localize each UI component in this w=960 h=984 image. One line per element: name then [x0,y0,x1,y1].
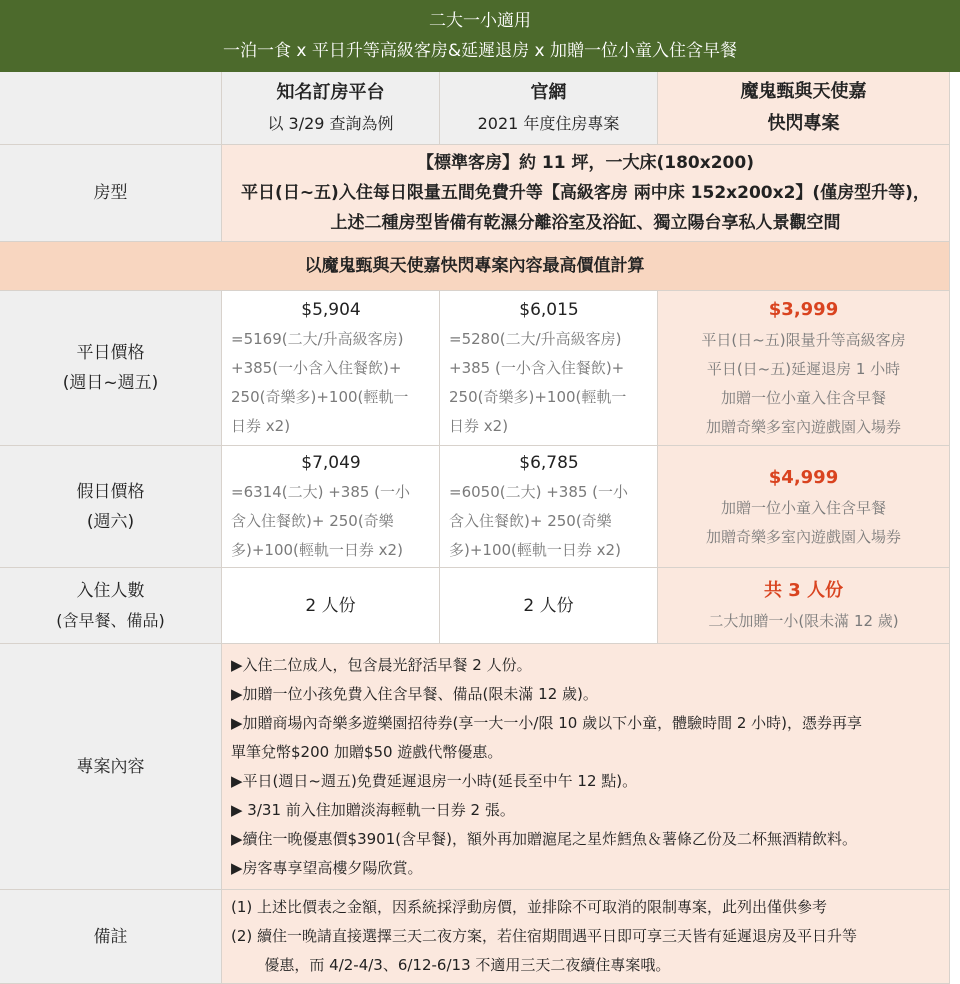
room-type-line-1: 【標準客房】約 11 坪，一大床(180x200) [417,153,754,173]
guests-official-site-value: 2 人份 [523,595,574,616]
header-booking-platform [222,72,440,145]
guests-label: 入住人數 [76,580,145,601]
weekend-booking-platform [222,446,440,568]
guests-flash-deal-note: 二大加贈一小(限未滿 12 歲) [708,612,899,630]
calc-note [0,242,950,291]
weekday-booking-platform [222,291,440,446]
weekday-booking-platform-detail-4: 日券 x2) [231,417,291,435]
weekday-label: 平日價格 [76,343,145,363]
plan-line-3: ▶加贈商場內奇樂多遊樂園招待券(享一大一小/限 10 歲以下小童，體驗時間 2 小時)，憑券再享 [231,713,863,732]
guests-official-site [440,568,658,644]
weekday-flash-deal [658,291,950,446]
room-type-content [222,145,950,242]
weekday-official-site-detail-2: +385 (一小含入住餐飲)+ [449,359,625,377]
calc-note-text: 以魔鬼甄與天使嘉快閃專案內容最高價值計算 [304,256,645,276]
header-booking-platform-sub: 以 3/29 查詢為例 [267,114,394,133]
notes-label-cell [0,890,222,984]
plan-line-1: ▶入住二位成人，包含晨光舒活早餐 2 人份。 [231,655,532,674]
weekend-label-cell [0,446,222,568]
weekend-booking-platform-price: $7,049 [301,453,361,473]
header-blank [0,72,222,145]
weekday-official-site-detail-1: =5280(二大/升高級客房) [449,330,622,348]
guests-flash-deal-value: 共 3 人份 [763,580,844,601]
notes-line-3: 優惠，而 4/2-4/3、6/12-6/13 不適用三天二夜續住專案哦。 [231,956,671,974]
header-official-site [440,72,658,145]
weekday-booking-platform-detail-3: 250(奇樂多)+100(輕軌一 [231,388,409,406]
weekend-official-site-detail-2: 含入住餐飲)+ 250(奇樂 [449,512,612,530]
weekend-official-site-price: $6,785 [519,453,579,473]
room-type-label: 房型 [93,183,128,203]
guests-label-cell [0,568,222,644]
plan-line-5: ▶平日(週日~週五)免費延遲退房一小時(延長至中午 12 點)。 [231,771,638,790]
plan-line-4: 單筆兌幣$200 加贈$50 遊戲代幣優惠。 [231,742,503,761]
notes-label: 備註 [93,926,128,947]
header-flash-deal-sub: 快閃專案 [767,113,840,134]
weekend-booking-platform-detail-1: =6314(二大) +385 (一小 [231,483,411,501]
plan-content [222,644,950,890]
plan-label-cell [0,644,222,890]
weekday-flash-deal-detail-2: 平日(日~五)延遲退房 1 小時 [706,360,901,378]
header-official-site-title: 官網 [530,82,567,103]
notes-line-2: (2) 續住一晚請直接選擇三天二夜方案，若住宿期間遇平日即可享三天皆有延遲退房及平日升等 [231,927,858,945]
weekday-flash-deal-detail-4: 加贈奇樂多室內遊戲園入場券 [705,418,901,436]
weekday-booking-platform-price: $5,904 [301,300,361,320]
plan-line-8: ▶房客專享望高樓夕陽欣賞。 [231,858,423,877]
weekend-flash-deal [658,446,950,568]
weekend-official-site [440,446,658,568]
weekday-flash-deal-detail-1: 平日(日~五)限量升等高級客房 [701,331,906,349]
weekend-label-sub: (週六) [86,511,135,532]
banner-line-1: 二大一小適用 [429,11,531,31]
weekend-label: 假日價格 [76,481,145,502]
plan-line-6: ▶ 3/31 前入住加贈淡海輕軌一日券 2 張。 [231,800,515,819]
weekend-official-site-detail-3: 多)+100(輕軌一日券 x2) [449,541,621,559]
weekday-label-cell [0,291,222,446]
weekend-flash-deal-detail-1: 加贈一位小童入住含早餐 [720,498,886,517]
weekday-official-site-detail-4: 日券 x2) [449,417,509,435]
guests-flash-deal [658,568,950,644]
banner [0,0,960,72]
weekend-booking-platform-detail-2: 含入住餐飲)+ 250(奇樂 [231,512,394,530]
plan-label: 專案內容 [76,756,145,777]
guests-label-sub: (含早餐、備品) [56,610,165,630]
notes-content [222,890,950,984]
guests-booking-platform [222,568,440,644]
weekday-flash-deal-detail-3: 加贈一位小童入住含早餐 [720,389,886,407]
header-official-site-sub: 2021 年度住房專案 [477,114,620,133]
weekday-official-site-detail-3: 250(奇樂多)+100(輕軌一 [449,388,627,406]
weekday-official-site [440,291,658,446]
weekend-booking-platform-detail-3: 多)+100(輕軌一日券 x2) [231,541,403,559]
weekday-booking-platform-detail-1: =5169(二大/升高級客房) [231,330,404,348]
weekend-official-site-detail-1: =6050(二大) +385 (一小 [449,483,629,501]
banner-line-2: 一泊一食 x 平日升等高級客房&延遲退房 x 加贈一位小童入住含早餐 [223,41,737,61]
plan-line-2: ▶加贈一位小孩免費入住含早餐、備品(限未滿 12 歲)。 [231,684,598,703]
room-type-line-2: 平日(日~五)入住每日限量五間免費升等【高級客房 兩中床 152x200x2】(僅房型升等)， [241,183,930,203]
header-booking-platform-title: 知名訂房平台 [276,82,385,103]
header-flash-deal [658,72,950,145]
weekday-label-sub: (週日~週五) [62,373,159,393]
weekday-flash-deal-price: $3,999 [768,299,839,320]
weekday-booking-platform-detail-2: +385(一小含入住餐飲)+ [231,359,402,377]
room-type-label-cell [0,145,222,242]
weekday-official-site-price: $6,015 [519,300,579,320]
header-flash-deal-title: 魔鬼甄與天使嘉 [740,81,867,102]
weekend-flash-deal-price: $4,999 [768,466,839,488]
plan-line-7: ▶續住一晚優惠價$3901(含早餐)，額外再加贈滬尾之星炸鱈魚＆薯條乙份及二杯無酒精飲料。 [231,829,857,848]
room-type-line-3: 上述二種房型皆備有乾濕分離浴室及浴缸、獨立陽台享私人景觀空間 [330,213,841,233]
weekend-flash-deal-detail-2: 加贈奇樂多室內遊戲園入場券 [705,527,901,546]
guests-booking-platform-value: 2 人份 [305,595,356,616]
notes-line-1: (1) 上述比價表之金額，因系統採浮動房價，並排除不可取消的限制專案，此列出僅供參考 [231,898,828,916]
